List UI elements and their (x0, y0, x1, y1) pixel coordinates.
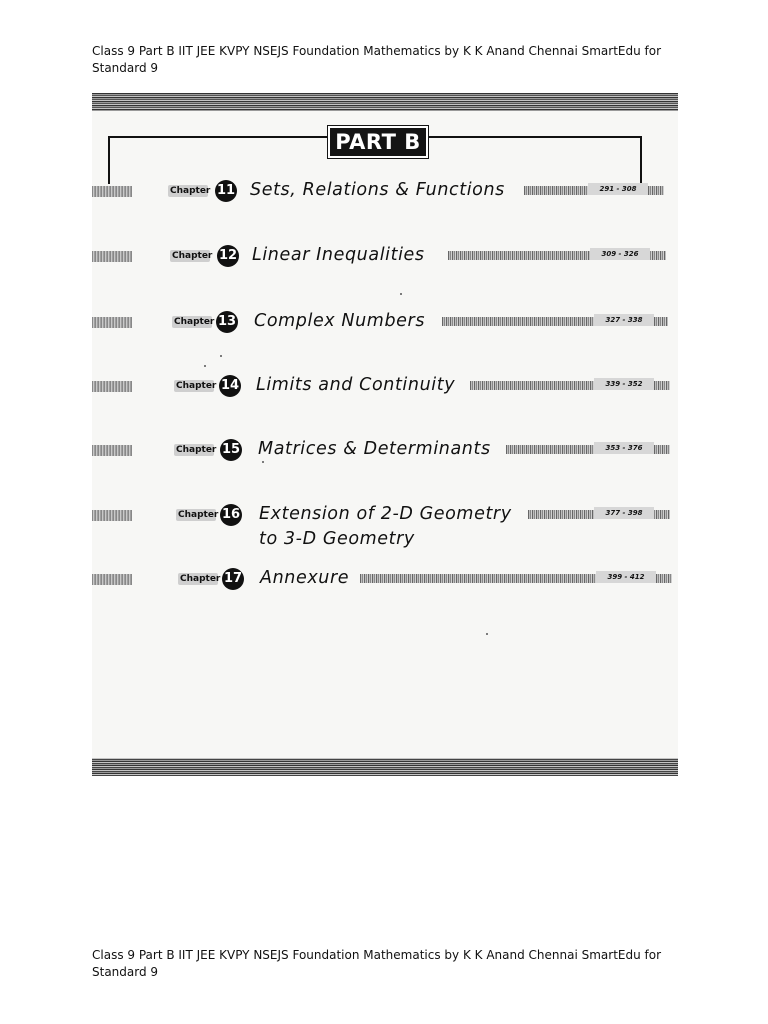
chapter-title: Matrices & Determinants (258, 439, 491, 459)
footer-line-2: Standard 9 (92, 965, 159, 979)
left-scan-bar (92, 510, 132, 521)
left-scan-bar (92, 317, 132, 328)
chapter-title: Annexure (260, 568, 350, 588)
chapter-title: Linear Inequalities (252, 245, 425, 265)
left-scan-bar (92, 381, 132, 392)
page-range: 327 - 338 (594, 314, 654, 326)
footer-line-1: Class 9 Part B IIT JEE KVPY NSEJS Foundation Mathematics by K K Anand Chennai SmartEdu for (92, 948, 662, 962)
chapter-row-15[interactable] (92, 440, 678, 480)
chapter-word: Chapter (176, 445, 217, 455)
scan-speck (400, 293, 402, 295)
chapter-title: Complex Numbers (254, 311, 426, 331)
part-title: PART B (328, 126, 428, 158)
chapter-number-badge: 16 (220, 504, 242, 526)
page-range: 399 - 412 (596, 571, 656, 583)
header-line-1: Class 9 Part B IIT JEE KVPY NSEJS Foundation Mathematics by K K Anand Chennai SmartEdu for (92, 44, 662, 58)
chapter-title: Extension of 2-D Geometry (259, 504, 512, 524)
page-range: 377 - 398 (594, 507, 654, 519)
left-scan-bar (92, 186, 132, 197)
page-range: 353 - 376 (594, 442, 654, 454)
bottom-scan-band (92, 758, 678, 776)
chapter-number-badge: 17 (222, 568, 244, 590)
chapter-word: Chapter (172, 251, 213, 261)
left-scan-bar (92, 574, 132, 585)
chapter-title: Limits and Continuity (256, 375, 456, 395)
chapter-title: Sets, Relations & Functions (250, 180, 505, 200)
header-line-2: Standard 9 (92, 61, 159, 75)
chapter-number-badge: 14 (219, 375, 241, 397)
chapter-word: Chapter (170, 186, 211, 196)
page-range: 309 - 326 (590, 248, 650, 260)
left-scan-bar (92, 445, 132, 456)
scan-speck (220, 355, 222, 357)
chapter-number-badge: 11 (215, 180, 237, 202)
page-range: 339 - 352 (594, 378, 654, 390)
chapter-row-11[interactable] (92, 181, 678, 221)
chapter-word: Chapter (174, 317, 215, 327)
chapter-title-continued: to 3-D Geometry (259, 529, 415, 549)
scan-speck (262, 461, 264, 463)
chapter-word: Chapter (178, 510, 219, 520)
document-footer (92, 947, 692, 981)
scan-speck (486, 633, 488, 635)
chapter-number-badge: 12 (217, 245, 239, 267)
left-scan-bar (92, 251, 132, 262)
scan-speck (204, 365, 206, 367)
chapter-row-14[interactable] (92, 376, 678, 416)
top-scan-band (92, 93, 678, 111)
chapter-row-12[interactable] (92, 246, 678, 286)
chapter-number-badge: 13 (216, 311, 238, 333)
chapter-row-16[interactable] (92, 505, 678, 565)
chapter-word: Chapter (180, 574, 221, 584)
chapter-row-17[interactable] (92, 569, 678, 609)
scanned-contents-page (92, 93, 678, 776)
chapter-number-badge: 15 (220, 439, 242, 461)
document-header (92, 43, 692, 77)
page-range: 291 - 308 (588, 183, 648, 195)
chapter-word: Chapter (176, 381, 217, 391)
chapter-row-13[interactable] (92, 312, 678, 352)
